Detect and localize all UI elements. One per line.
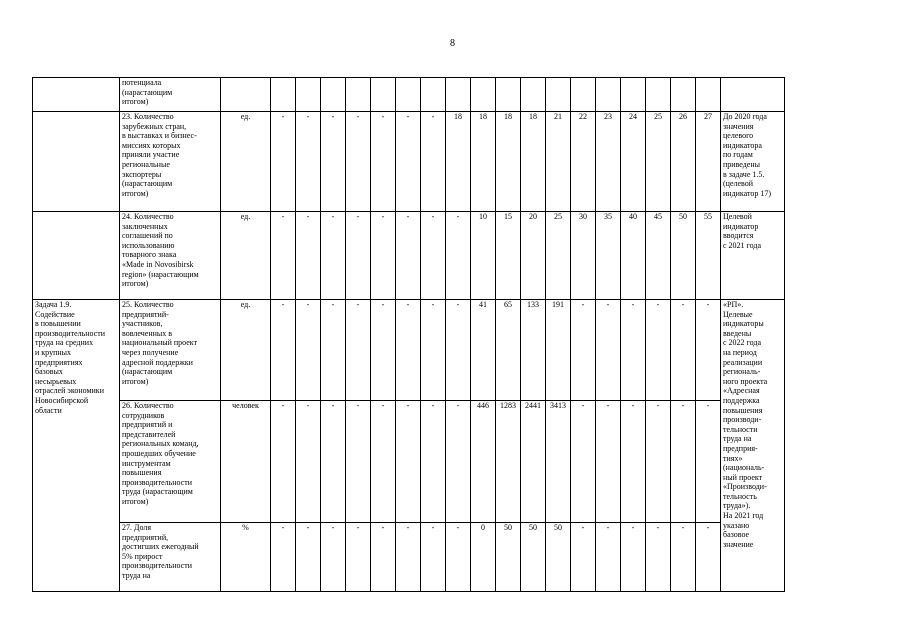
value-cell: -	[321, 112, 346, 212]
value-cell: -	[421, 300, 446, 401]
task-1-9-note-cell-line: «Производи-	[723, 482, 767, 492]
value-cell: -	[421, 212, 446, 300]
value-cell: -	[396, 212, 421, 300]
task-1-9-note-cell-line: повышения	[723, 405, 763, 415]
task-1-9-note-cell-line: ного проекта	[723, 376, 768, 386]
value-cell: 446	[471, 401, 496, 523]
value-cell	[521, 78, 546, 112]
value-cell	[396, 78, 421, 112]
value-cell: 50	[521, 523, 546, 592]
value-cell: 18	[471, 112, 496, 212]
indicator-name-line: 27. Доля	[122, 523, 152, 532]
value-cell: 27	[696, 112, 721, 212]
value-cell: -	[671, 523, 696, 592]
value-cell: -	[446, 401, 471, 523]
value-cell: 35	[596, 212, 621, 300]
value-cell: -	[446, 212, 471, 300]
value-cell: 15	[496, 212, 521, 300]
value-cell: -	[571, 523, 596, 592]
indicators-table	[32, 77, 785, 592]
value-cell: 18	[446, 112, 471, 212]
indicator-name-line: миссиях которых	[122, 140, 181, 150]
indicator-name-line: (нарастающим	[122, 179, 173, 189]
task-1-9-cell-line: в повышении	[35, 319, 81, 329]
task-1-9-note-cell-line: «РП».	[723, 300, 744, 309]
indicator-name-line: региональных команд,	[122, 439, 199, 449]
indicator-name	[120, 401, 221, 523]
value-cell	[321, 78, 346, 112]
indicator-name-line: предприятий,	[122, 532, 169, 542]
indicator-name-line: потенциала	[122, 78, 162, 87]
value-cell: 50	[671, 212, 696, 300]
indicator-name-line: 26. Количество	[122, 401, 174, 410]
indicator-name-line: (нарастающим	[122, 367, 173, 377]
indicator-name	[120, 523, 221, 592]
value-cell: 50	[546, 523, 571, 592]
note-cell-line: Целевой	[723, 212, 752, 221]
unit-cell: %	[221, 523, 271, 592]
note-cell	[721, 112, 785, 212]
value-cell: -	[421, 401, 446, 523]
note-cell-line: по годам	[723, 150, 753, 160]
value-cell: -	[446, 300, 471, 401]
task-1-9-cell-line: Новосибирской	[35, 395, 89, 405]
value-cell: -	[346, 523, 371, 592]
value-cell: -	[321, 212, 346, 300]
indicator-name-line: повышения	[122, 468, 162, 478]
task-1-9-note-cell	[721, 300, 785, 592]
task-1-9-note-cell-line: поддержка	[723, 395, 760, 405]
value-cell: 18	[496, 112, 521, 212]
value-cell: 21	[546, 112, 571, 212]
value-cell: -	[271, 523, 296, 592]
value-cell: 45	[646, 212, 671, 300]
value-cell: -	[321, 401, 346, 523]
indicator-name-line: национальный проект	[122, 338, 198, 348]
value-cell: 191	[546, 300, 571, 401]
value-cell: -	[596, 523, 621, 592]
task-cell-empty	[33, 112, 120, 212]
value-cell: 40	[621, 212, 646, 300]
value-cell: -	[346, 300, 371, 401]
table-row	[33, 112, 785, 212]
value-cell: -	[296, 112, 321, 212]
task-1-9-note-cell-line: базовое	[723, 530, 750, 540]
value-cell: -	[696, 401, 721, 523]
value-cell	[471, 78, 496, 112]
value-cell	[371, 78, 396, 112]
task-1-9-note-cell-line: с 2022 года	[723, 338, 762, 348]
unit-cell: ед.	[221, 112, 271, 212]
indicator-name-line: 5% прирост	[122, 551, 163, 561]
value-cell	[546, 78, 571, 112]
value-cell: -	[296, 300, 321, 401]
value-cell: 3413	[546, 401, 571, 523]
value-cell: -	[371, 300, 396, 401]
task-1-9-note-cell-line: труда»).	[723, 501, 751, 511]
task-1-9-note-cell-line: На 2021 год	[723, 511, 764, 521]
indicator-name-line: предприятий-	[122, 309, 169, 319]
task-1-9-cell	[33, 300, 120, 592]
note-cell-line: индикатор	[723, 221, 759, 231]
task-1-9-note-cell-line: «Адресная	[723, 386, 760, 396]
value-cell: 20	[521, 212, 546, 300]
task-1-9-note-cell-line: значение	[723, 539, 754, 549]
task-1-9-cell-line: базовых	[35, 367, 63, 377]
unit-cell: ед.	[221, 212, 271, 300]
value-cell: -	[446, 523, 471, 592]
value-cell: -	[321, 300, 346, 401]
page-number: 8	[450, 38, 455, 49]
table-row	[33, 300, 785, 401]
value-cell: -	[296, 523, 321, 592]
value-cell: 10	[471, 212, 496, 300]
value-cell: -	[621, 300, 646, 401]
indicator-name-line: в выставках и бизнес-	[122, 131, 197, 141]
indicator-name-line: зарубежных стран,	[122, 121, 187, 131]
indicator-name-line: труда (нарастающим	[122, 487, 193, 497]
value-cell	[296, 78, 321, 112]
value-cell: 25	[646, 112, 671, 212]
task-cell-empty	[33, 212, 120, 300]
indicator-name-line: заключенных	[122, 221, 168, 231]
value-cell: -	[596, 300, 621, 401]
value-cell: 25	[546, 212, 571, 300]
value-cell: -	[571, 300, 596, 401]
task-1-9-cell-line: отраслей экономики	[35, 386, 104, 396]
indicator-name-line: труда на	[122, 570, 151, 580]
value-cell: -	[696, 300, 721, 401]
value-cell	[421, 78, 446, 112]
value-cell: -	[321, 523, 346, 592]
indicator-name-line: приняли участие	[122, 150, 180, 160]
indicator-name-line: итогом)	[122, 279, 149, 289]
task-1-9-cell-line: производительности	[35, 328, 106, 338]
task-1-9-cell-line: труда на средних	[35, 338, 94, 348]
task-1-9-note-cell-line: введены	[723, 328, 752, 338]
unit-cell: ед.	[221, 300, 271, 401]
value-cell: -	[671, 401, 696, 523]
value-cell: -	[371, 212, 396, 300]
indicator-name-line: экспортеры	[122, 169, 162, 179]
note-cell-line: вводится	[723, 231, 754, 241]
value-cell: -	[421, 523, 446, 592]
indicator-name-line: через получение	[122, 347, 179, 357]
table-row	[33, 523, 785, 592]
indicator-name-line: прошедших обучение	[122, 448, 196, 458]
indicator-name-line: (нарастающим	[122, 87, 173, 97]
note-cell	[721, 212, 785, 300]
task-1-9-cell-line: и крупных	[35, 347, 71, 357]
note-cell-line: индикатор 17)	[723, 188, 772, 198]
value-cell: -	[646, 523, 671, 592]
note-cell-line: индикатора	[723, 140, 762, 150]
value-cell: 0	[471, 523, 496, 592]
value-cell: -	[396, 401, 421, 523]
indicator-name-line: соглашений по	[122, 231, 173, 241]
value-cell: 41	[471, 300, 496, 401]
task-1-9-note-cell-line: тельности	[723, 424, 758, 434]
task-1-9-note-cell-line: производи-	[723, 415, 762, 425]
value-cell: 55	[696, 212, 721, 300]
task-1-9-note-cell-line: на период	[723, 347, 757, 357]
indicator-name-line: представителей	[122, 429, 176, 439]
indicator-name-line: товарного знака	[122, 250, 177, 260]
indicator-name-line: сотрудников	[122, 410, 165, 420]
task-1-9-note-cell-line: региональ-	[723, 367, 761, 377]
value-cell: -	[646, 300, 671, 401]
indicator-name-line: 25. Количество	[122, 300, 174, 309]
unit-cell	[221, 78, 271, 112]
task-1-9-note-cell-line: предприя-	[723, 443, 758, 453]
indicator-name	[120, 112, 221, 212]
value-cell: -	[621, 523, 646, 592]
indicator-name-line: инструментам	[122, 458, 171, 468]
task-1-9-note-cell-line: тиях»	[723, 453, 743, 463]
task-1-9-note-cell-line: (националь-	[723, 463, 765, 473]
value-cell: 50	[496, 523, 521, 592]
value-cell: -	[296, 212, 321, 300]
task-1-9-cell-line: области	[35, 405, 62, 415]
value-cell: 133	[521, 300, 546, 401]
note-cell	[721, 78, 785, 112]
value-cell	[496, 78, 521, 112]
unit-cell: человек	[221, 401, 271, 523]
value-cell	[596, 78, 621, 112]
task-1-9-note-cell-line: ный проект	[723, 472, 763, 482]
indicator-name-line: итогом)	[122, 496, 149, 506]
note-cell-line: (целевой	[723, 179, 754, 189]
task-1-9-cell-line: Задача 1.9.	[35, 300, 72, 309]
task-1-9-note-cell-line: реализации	[723, 357, 763, 367]
note-cell-line: в задаче 1.5.	[723, 169, 765, 179]
value-cell: -	[271, 112, 296, 212]
table-row	[33, 401, 785, 523]
indicator-name-line: использованию	[122, 240, 175, 250]
value-cell: -	[271, 401, 296, 523]
indicator-name-line: 23. Количество	[122, 112, 174, 121]
task-1-9-note-cell-line: индикаторы	[723, 319, 764, 329]
value-cell	[346, 78, 371, 112]
indicator-name-line: итогом)	[122, 188, 149, 198]
value-cell: 65	[496, 300, 521, 401]
value-cell: -	[271, 300, 296, 401]
task-1-9-note-cell-line: труда на	[723, 434, 752, 444]
value-cell: 1283	[496, 401, 521, 523]
indicator-name-line: адресной поддержки	[122, 357, 193, 367]
value-cell: 2441	[521, 401, 546, 523]
value-cell: -	[346, 401, 371, 523]
task-1-9-note-cell-line: Целевые	[723, 309, 753, 319]
value-cell: -	[346, 112, 371, 212]
indicator-name	[120, 78, 221, 112]
value-cell: -	[621, 401, 646, 523]
value-cell: 23	[596, 112, 621, 212]
value-cell: 18	[521, 112, 546, 212]
note-cell-line: с 2021 года	[723, 240, 762, 250]
value-cell: -	[346, 212, 371, 300]
indicator-name-line: региональные	[122, 159, 170, 169]
value-cell: -	[571, 401, 596, 523]
value-cell: -	[646, 401, 671, 523]
task-1-9-note-cell-line: указано	[723, 520, 750, 530]
indicator-name	[120, 212, 221, 300]
indicator-name-line: предприятий и	[122, 420, 173, 430]
value-cell: -	[396, 300, 421, 401]
value-cell: -	[696, 523, 721, 592]
task-1-9-cell-line: Содействие	[35, 309, 75, 319]
indicator-name-line: 24. Количество	[122, 212, 174, 221]
value-cell	[696, 78, 721, 112]
value-cell: -	[421, 112, 446, 212]
task-1-9-note-cell-line: тельность	[723, 491, 757, 501]
indicator-name-line: производительности	[122, 477, 193, 487]
value-cell	[271, 78, 296, 112]
table-row	[33, 212, 785, 300]
note-cell-line: значения	[723, 121, 754, 131]
value-cell: 26	[671, 112, 696, 212]
value-cell: -	[396, 112, 421, 212]
value-cell: 30	[571, 212, 596, 300]
value-cell: -	[271, 212, 296, 300]
table-row	[33, 78, 785, 112]
value-cell	[571, 78, 596, 112]
value-cell: 24	[621, 112, 646, 212]
task-1-9-cell-line: предприятиях	[35, 357, 83, 367]
indicator-name-line: вовлеченных в	[122, 328, 173, 338]
value-cell: -	[671, 300, 696, 401]
indicator-name	[120, 300, 221, 401]
task-cell-empty	[33, 78, 120, 112]
indicator-name-line: итогом)	[122, 376, 149, 386]
indicator-name-line: «Made in Novosibirsk	[122, 259, 194, 269]
note-cell-line: До 2020 года	[723, 112, 767, 121]
note-cell-line: целевого	[723, 131, 754, 141]
value-cell	[446, 78, 471, 112]
indicator-name-line: производительности	[122, 561, 193, 571]
value-cell: -	[296, 401, 321, 523]
value-cell	[621, 78, 646, 112]
task-1-9-cell-line: несырьевых	[35, 376, 77, 386]
value-cell	[646, 78, 671, 112]
value-cell: -	[371, 112, 396, 212]
value-cell: 22	[571, 112, 596, 212]
value-cell: -	[371, 401, 396, 523]
note-cell-line: приведены	[723, 159, 761, 169]
value-cell: -	[371, 523, 396, 592]
value-cell	[671, 78, 696, 112]
indicator-name-line: достигших ежегодный	[122, 542, 199, 552]
value-cell: -	[396, 523, 421, 592]
value-cell: -	[596, 401, 621, 523]
indicator-name-line: region» (нарастающим	[122, 269, 199, 279]
indicator-name-line: итогом)	[122, 97, 149, 107]
indicator-name-line: участников,	[122, 319, 163, 329]
